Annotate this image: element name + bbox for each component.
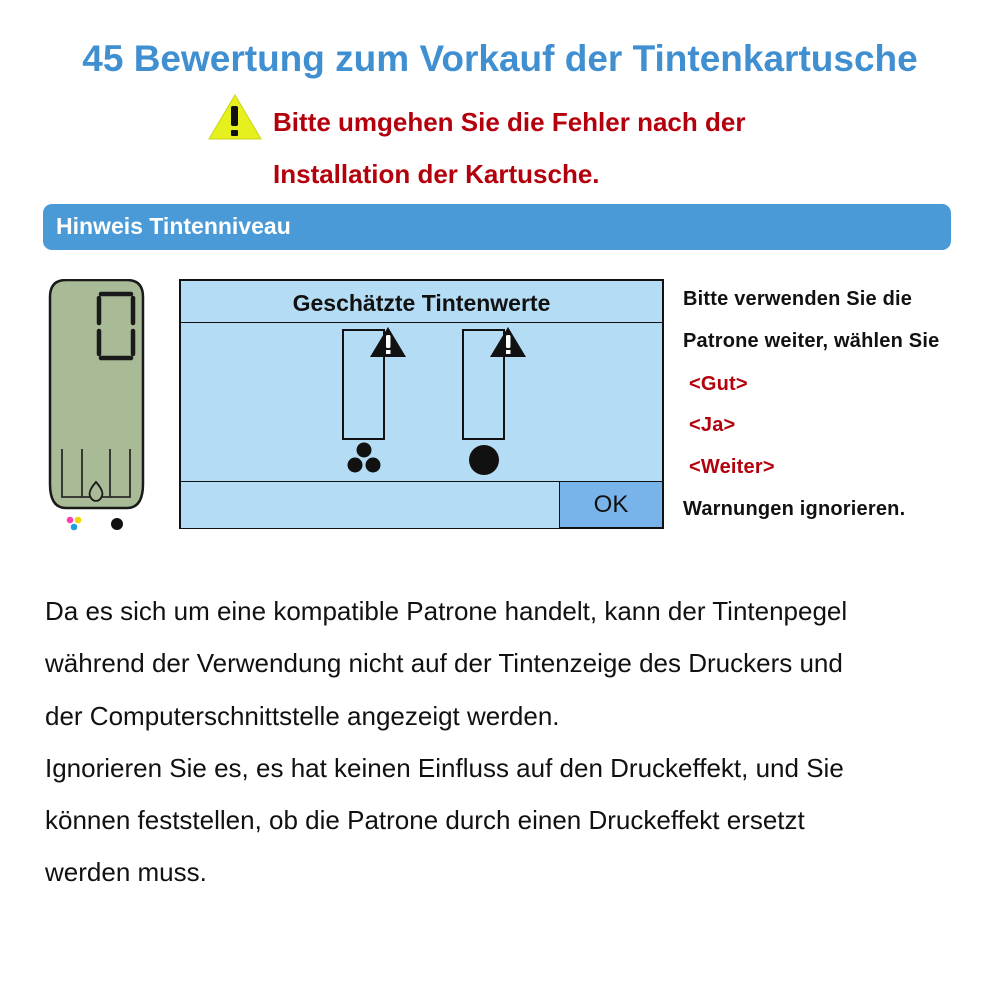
ink-levels-dialog xyxy=(179,279,664,529)
instruction-option-ja: <Ja> xyxy=(689,414,736,436)
section-header-bar xyxy=(43,204,951,250)
printer-lcd-display xyxy=(48,279,145,534)
warning-triangle-icon xyxy=(370,327,406,357)
dialog-footer xyxy=(181,481,559,528)
instruction-line-2: Patrone weiter, wählen Sie xyxy=(683,330,940,352)
body-line: der Computerschnittstelle angezeigt werden. xyxy=(45,700,560,731)
section-header-label: Hinweis Tintenniveau xyxy=(56,213,291,239)
ok-button[interactable]: OK xyxy=(559,481,662,527)
body-line: können feststellen, ob die Patrone durch einen Druckeffekt ersetzt xyxy=(45,805,805,836)
warning-text-line-1: Bitte umgehen Sie die Fehler nach der xyxy=(273,107,746,137)
body-line: Da es sich um eine kompatible Patrone handelt, kann der Tintenpegel xyxy=(45,596,848,626)
body-paragraph xyxy=(45,585,985,899)
instruction-line-1: Bitte verwenden Sie die xyxy=(683,288,913,310)
warning-triangle-icon xyxy=(207,93,263,141)
body-line: werden muss. xyxy=(45,857,207,888)
black-dot-icon xyxy=(111,518,123,530)
color-dots-icon xyxy=(67,517,82,531)
color-dots-icon xyxy=(348,443,381,473)
page-title: 45 Bewertung zum Vorkauf der Tintenkartusche xyxy=(82,38,918,79)
body-line: während der Verwendung nicht auf der Tintenzeige des Druckers und xyxy=(45,648,843,679)
body-line: Ignorieren Sie es, es hat keinen Einfluss auf den Druckeffekt, und Sie xyxy=(45,752,844,783)
instruction-line-3: Warnungen ignorieren. xyxy=(683,498,906,520)
black-dot-icon xyxy=(469,445,499,475)
instruction-option-gut: <Gut> xyxy=(689,373,748,395)
warning-triangle-icon xyxy=(490,327,526,357)
instruction-option-weiter: <Weiter> xyxy=(689,456,775,478)
ink-level-graphic xyxy=(181,322,662,482)
svg-text:0: 0 xyxy=(48,279,49,280)
dialog-title: Geschätzte Tintenwerte xyxy=(181,281,662,323)
warning-text-line-2: Installation der Kartusche. xyxy=(273,159,600,189)
